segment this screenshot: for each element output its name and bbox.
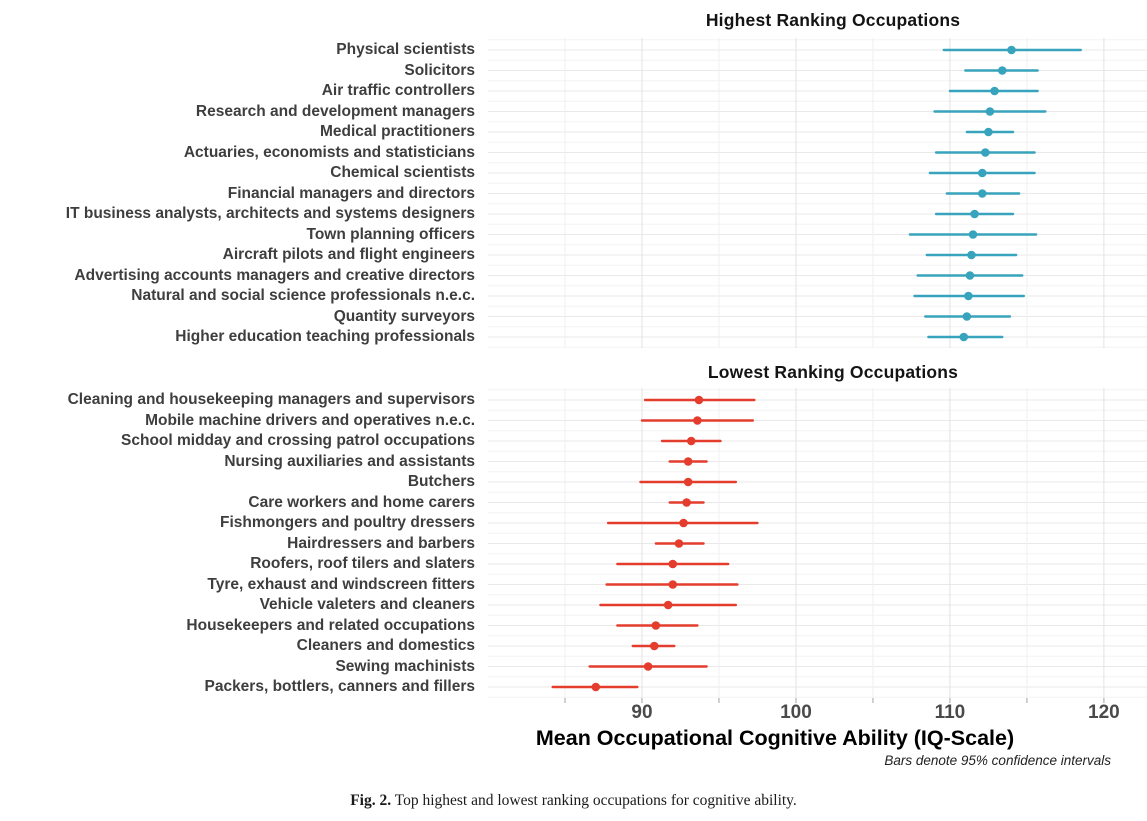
- occupation-label: School midday and crossing patrol occupations: [121, 432, 475, 449]
- figure-caption: [0, 792, 1147, 810]
- occupation-label: Packers, bottlers, canners and fillers: [204, 678, 475, 695]
- mean-dot: [652, 621, 661, 630]
- mean-dot: [998, 66, 1007, 75]
- mean-dot: [986, 107, 995, 116]
- occupation-label: Mobile machine drivers and operatives n.e.c.: [145, 411, 475, 429]
- occupation-label: Cleaning and housekeeping managers and supervisors: [67, 391, 475, 408]
- mean-dot: [695, 396, 704, 405]
- x-axis-tick-label: 120: [1088, 702, 1120, 723]
- mean-dot: [964, 292, 973, 301]
- occupation-label: Roofers, roof tilers and slaters: [250, 555, 475, 572]
- panel-title-lowest: Lowest Ranking Occupations: [707, 362, 959, 382]
- mean-dot: [668, 580, 677, 589]
- mean-dot: [1007, 46, 1016, 55]
- mean-dot: [978, 169, 987, 178]
- mean-dot: [682, 498, 691, 507]
- mean-dot: [679, 519, 688, 528]
- occupation-label: Nursing auxiliaries and assistants: [224, 452, 475, 470]
- mean-dot: [684, 478, 693, 487]
- occupation-label: Town planning officers: [306, 225, 475, 243]
- occupation-label: Natural and social science professionals n.e.c.: [131, 287, 475, 304]
- x-axis-tick-label: 100: [780, 702, 812, 723]
- occupation-label: Physical scientists: [336, 41, 475, 58]
- mean-dot: [668, 560, 677, 569]
- confidence-interval-note: Bars denote 95% confidence intervals: [884, 753, 1111, 768]
- mean-dot: [664, 601, 673, 610]
- mean-dot: [969, 230, 978, 239]
- caption-label: Fig. 2.: [350, 792, 392, 809]
- occupation-label: Actuaries, economists and statisticians: [183, 143, 475, 161]
- occupation-label: Advertising accounts managers and creative directors: [74, 266, 475, 284]
- mean-dot: [966, 271, 975, 280]
- occupation-label: Fishmongers and poultry dressers: [220, 514, 475, 531]
- panel-title-highest: Highest Ranking Occupations: [705, 10, 961, 30]
- occupation-label: Housekeepers and related occupations: [186, 616, 475, 634]
- mean-dot: [684, 457, 693, 466]
- occupation-label: Quantity surveyors: [333, 307, 475, 325]
- mean-dot: [984, 128, 993, 137]
- occupation-label: Research and development managers: [195, 102, 475, 120]
- mean-dot: [687, 437, 696, 446]
- mean-dot: [978, 189, 987, 198]
- occupation-label: Cleaners and domestics: [296, 637, 475, 654]
- occupation-label: IT business analysts, architects and systems designers: [65, 205, 475, 222]
- mean-dot: [675, 539, 684, 548]
- occupation-label: Air traffic controllers: [321, 82, 475, 99]
- occupation-label: Solicitors: [404, 61, 475, 79]
- mean-dot: [981, 148, 990, 157]
- occupation-label: Chemical scientists: [330, 164, 475, 181]
- occupation-label: Aircraft pilots and flight engineers: [222, 246, 475, 263]
- occupation-label: Vehicle valeters and cleaners: [259, 596, 475, 613]
- occupation-label: Sewing machinists: [335, 657, 475, 675]
- mean-dot: [644, 662, 653, 671]
- occupation-label: Tyre, exhaust and windscreen fitters: [207, 575, 475, 593]
- occupation-label: Financial managers and directors: [227, 184, 475, 202]
- occupation-label: Care workers and home carers: [248, 493, 475, 511]
- mean-dot: [967, 251, 976, 260]
- mean-dot: [650, 642, 659, 651]
- occupation-label: Medical practitioners: [319, 123, 475, 140]
- caption-text: Top highest and lowest ranking occupations for cognitive ability.: [391, 792, 797, 809]
- mean-dot: [963, 312, 972, 321]
- x-axis-title: Mean Occupational Cognitive Ability (IQ-Scale): [535, 726, 1015, 750]
- mean-dot: [970, 210, 979, 219]
- x-axis-tick-label: 90: [631, 702, 653, 723]
- occupation-label: Butchers: [407, 473, 475, 490]
- mean-dot: [959, 333, 968, 342]
- occupation-label: Higher education teaching professionals: [175, 328, 475, 345]
- x-axis-tick-label: 110: [934, 702, 966, 723]
- mean-dot: [693, 416, 702, 425]
- mean-dot: [591, 683, 600, 692]
- mean-dot: [990, 87, 999, 96]
- occupation-label: Hairdressers and barbers: [287, 534, 475, 552]
